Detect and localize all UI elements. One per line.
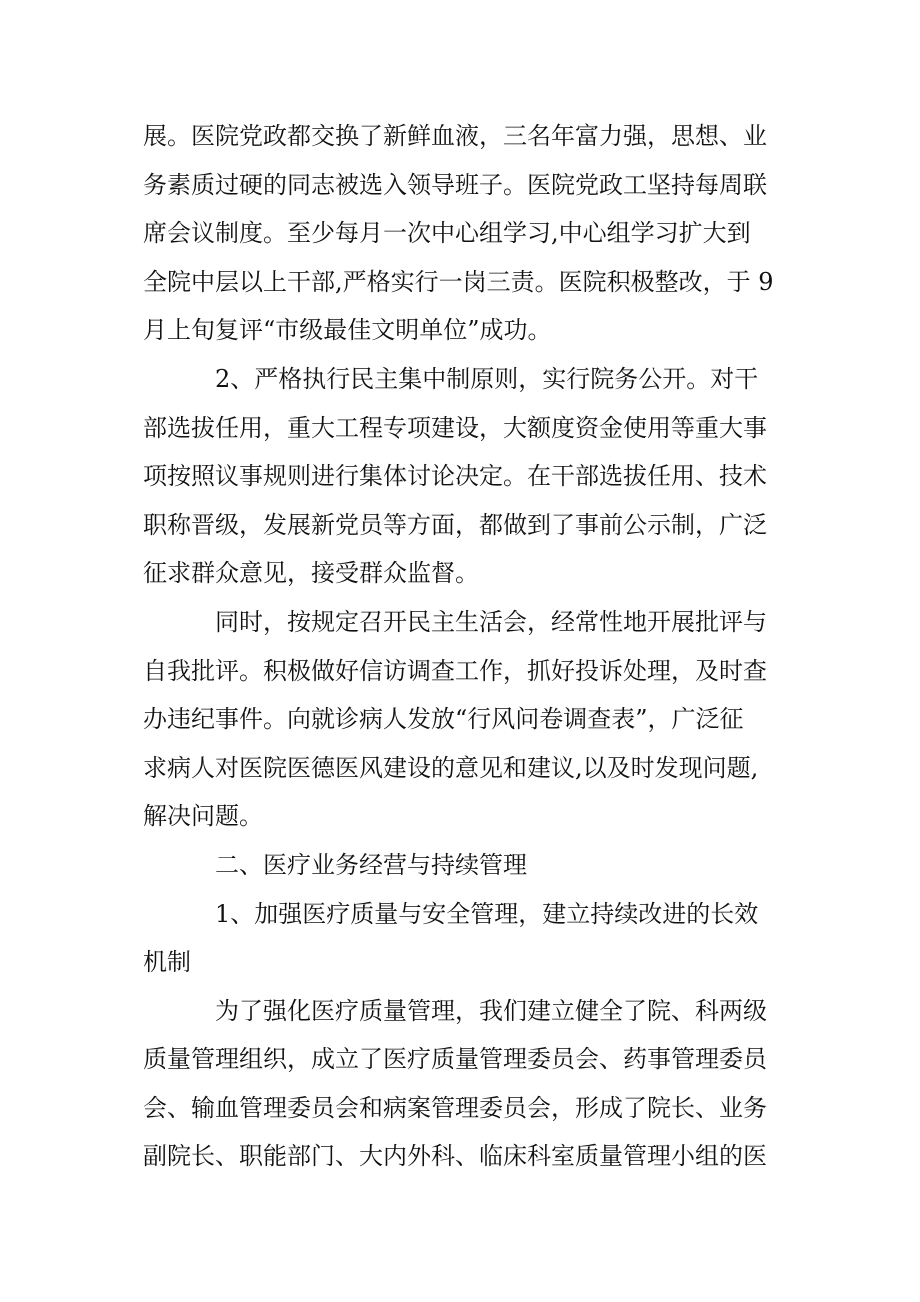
paragraph-line: 展。医院党政都交换了新鲜血液，三名年富力强，思想、业 [143,122,767,150]
paragraph-line: 部选拔任用，重大工程专项建设，大额度资金使用等重大事 [143,413,767,442]
paragraph-line: 办违纪事件。向就诊病人发放“行风问卷调查表”，广泛征 [143,705,744,734]
paragraph-line: 职称晋级，发展新党员等方面，都做到了事前公示制，广泛 [143,510,767,539]
document-body [143,112,783,1181]
subsection-heading: 1、加强医疗质量与安全管理，建立持续改进的长效 [215,899,759,928]
paragraph-line: 质量管理组织，成立了医疗质量管理委员会、药事管理委员 [143,1045,767,1074]
paragraph-line: 副院长、职能部门、大内外科、临床科室质量管理小组的医 [143,1142,767,1171]
subsection-heading-continued: 机制 [143,948,191,977]
paragraph-first-line: 同时，按规定召开民主生活会，经常性地开展批评与 [215,607,767,636]
paragraph-first-line: 2、严格执行民主集中制原则，实行院务公开。对干 [215,364,759,393]
paragraph-line: 务素质过硬的同志被选入领导班子。医院党政工坚持每周联 [143,170,767,199]
paragraph-line: 自我批评。积极做好信访调查工作，抓好投诉处理，及时查 [143,656,767,685]
paragraph-line: 会、输血管理委员会和病案管理委员会，形成了院长、业务 [143,1093,767,1122]
paragraph-line: 席会议制度。至少每月一次中心组学习,中心组学习扩大到 [143,219,751,248]
paragraph-line: 月上旬复评“市级最佳文明单位”成功。 [143,316,552,345]
paragraph-first-line: 为了强化医疗质量管理，我们建立健全了院、科两级 [215,996,767,1025]
paragraph-line: 解决问题。 [143,802,263,831]
paragraph-line: 项按照议事规则进行集体讨论决定。在干部选拔任用、技术 [143,462,767,491]
paragraph-line: 全院中层以上干部,严格实行一岗三责。医院积极整改，于 9 [143,267,774,296]
paragraph-line: 征求群众意见，接受群众监督。 [143,559,479,588]
paragraph-line: 求病人对医院医德医风建设的意见和建议,以及时发现问题, [143,753,759,782]
section-heading: 二、医疗业务经营与持续管理 [215,850,527,879]
